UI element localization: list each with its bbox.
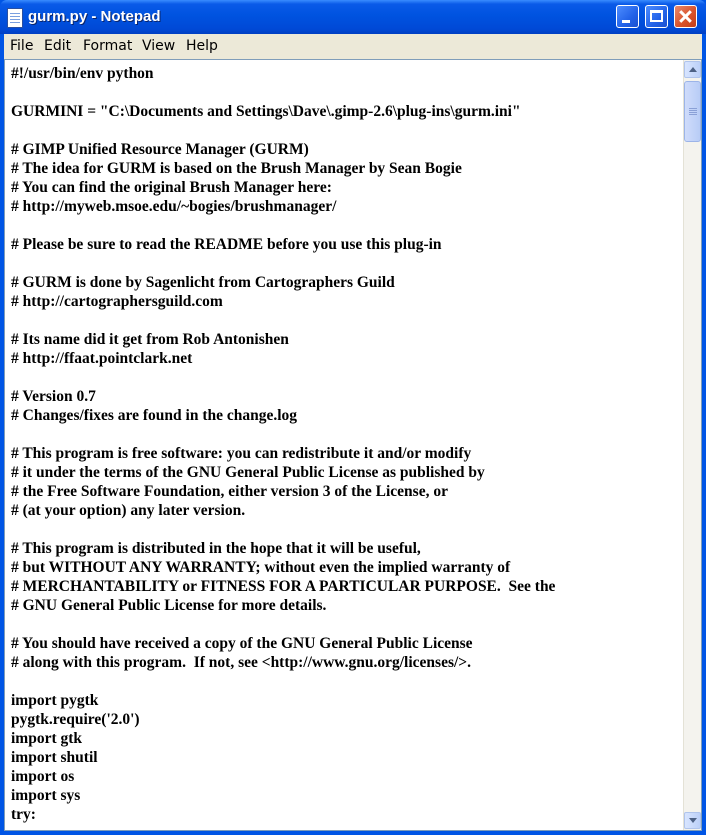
- code-line: # This program is distributed in the hope that it will be useful,: [11, 540, 421, 557]
- code-line: [11, 425, 555, 444]
- notepad-icon[interactable]: [7, 8, 23, 28]
- code-line: [11, 615, 555, 634]
- code-line: GURMINI = "C:\Documents and Settings\Dave\.gimp-2.6\plug-ins\gurm.ini": [11, 103, 521, 120]
- code-line: import os: [11, 768, 75, 785]
- window-title: gurm.py - Notepad: [28, 8, 161, 25]
- code-line: # Version 0.7: [11, 388, 96, 405]
- code-line: # http://ffaat.pointclark.net: [11, 350, 193, 367]
- code-line: # Changes/fixes are found in the change.log: [11, 407, 298, 424]
- menu-bar: [4, 34, 702, 59]
- scrollbar-thumb[interactable]: [684, 81, 701, 142]
- vertical-scrollbar[interactable]: [683, 60, 701, 830]
- menu-edit[interactable]: Edit: [44, 38, 72, 54]
- code-line: [11, 368, 555, 387]
- code-line: import sys: [11, 787, 81, 804]
- code-line: # GNU General Public License for more details.: [11, 597, 327, 614]
- code-line: import pygtk: [11, 692, 99, 709]
- minimize-icon: [622, 20, 630, 23]
- text-editor[interactable]: [4, 59, 702, 831]
- title-bar[interactable]: [0, 0, 706, 34]
- code-line: [11, 83, 555, 102]
- code-line: [11, 672, 555, 691]
- code-line: # This program is free software: you can redistribute it and/or modify: [11, 445, 472, 462]
- menu-file[interactable]: File: [10, 38, 34, 54]
- code-line: # but WITHOUT ANY WARRANTY; without even the implied warranty of: [11, 559, 511, 576]
- grip-line: [689, 112, 697, 113]
- code-line: try:: [11, 806, 36, 823]
- maximize-icon: [650, 10, 663, 22]
- menu-view[interactable]: View: [142, 38, 176, 54]
- code-line: # MERCHANTABILITY or FITNESS FOR A PARTICULAR PURPOSE. See the: [11, 578, 556, 595]
- code-line: [11, 216, 555, 235]
- grip-line: [689, 108, 697, 109]
- code-line: # You should have received a copy of the GNU General Public License: [11, 635, 473, 652]
- code-line: #!/usr/bin/env python: [11, 65, 154, 82]
- code-line: pygtk.require('2.0'): [11, 711, 140, 728]
- maximize-button[interactable]: [645, 5, 668, 28]
- code-line: [11, 311, 555, 330]
- code-line: # GIMP Unified Resource Manager (GURM): [11, 141, 309, 158]
- code-line: # http://cartographersguild.com: [11, 293, 223, 310]
- arrow-down-icon: [689, 818, 697, 823]
- grip-line: [689, 114, 697, 115]
- menu-format[interactable]: Format: [83, 38, 133, 54]
- code-line: # You can find the original Brush Manager here:: [11, 179, 332, 196]
- code-line: # it under the terms of the GNU General Public License as published by: [11, 464, 485, 481]
- close-icon: [675, 6, 696, 27]
- code-line: # (at your option) any later version.: [11, 502, 246, 519]
- code-line: # GURM is done by Sagenlicht from Cartographers Guild: [11, 274, 395, 291]
- scroll-up-button[interactable]: [684, 61, 701, 78]
- code-line: # Please be sure to read the README before you use this plug-in: [11, 236, 442, 253]
- grip-line: [689, 110, 697, 111]
- minimize-button[interactable]: [616, 5, 639, 28]
- code-line: import gtk: [11, 730, 83, 747]
- editor-text[interactable]: [11, 64, 555, 824]
- code-line: import shutil: [11, 749, 98, 766]
- code-line: # Its name did it get from Rob Antonishen: [11, 331, 289, 348]
- close-button[interactable]: [674, 5, 697, 28]
- code-line: [11, 254, 555, 273]
- code-line: # http://myweb.msoe.edu/~bogies/brushmanager/: [11, 198, 337, 215]
- scroll-down-button[interactable]: [684, 812, 701, 829]
- code-line: # the Free Software Foundation, either version 3 of the License, or: [11, 483, 448, 500]
- code-line: [11, 121, 555, 140]
- menu-help[interactable]: Help: [186, 38, 218, 54]
- arrow-up-icon: [689, 67, 697, 72]
- code-line: # The idea for GURM is based on the Brush Manager by Sean Bogie: [11, 160, 462, 177]
- code-line: # along with this program. If not, see <http://www.gnu.org/licenses/>.: [11, 654, 472, 671]
- code-line: [11, 520, 555, 539]
